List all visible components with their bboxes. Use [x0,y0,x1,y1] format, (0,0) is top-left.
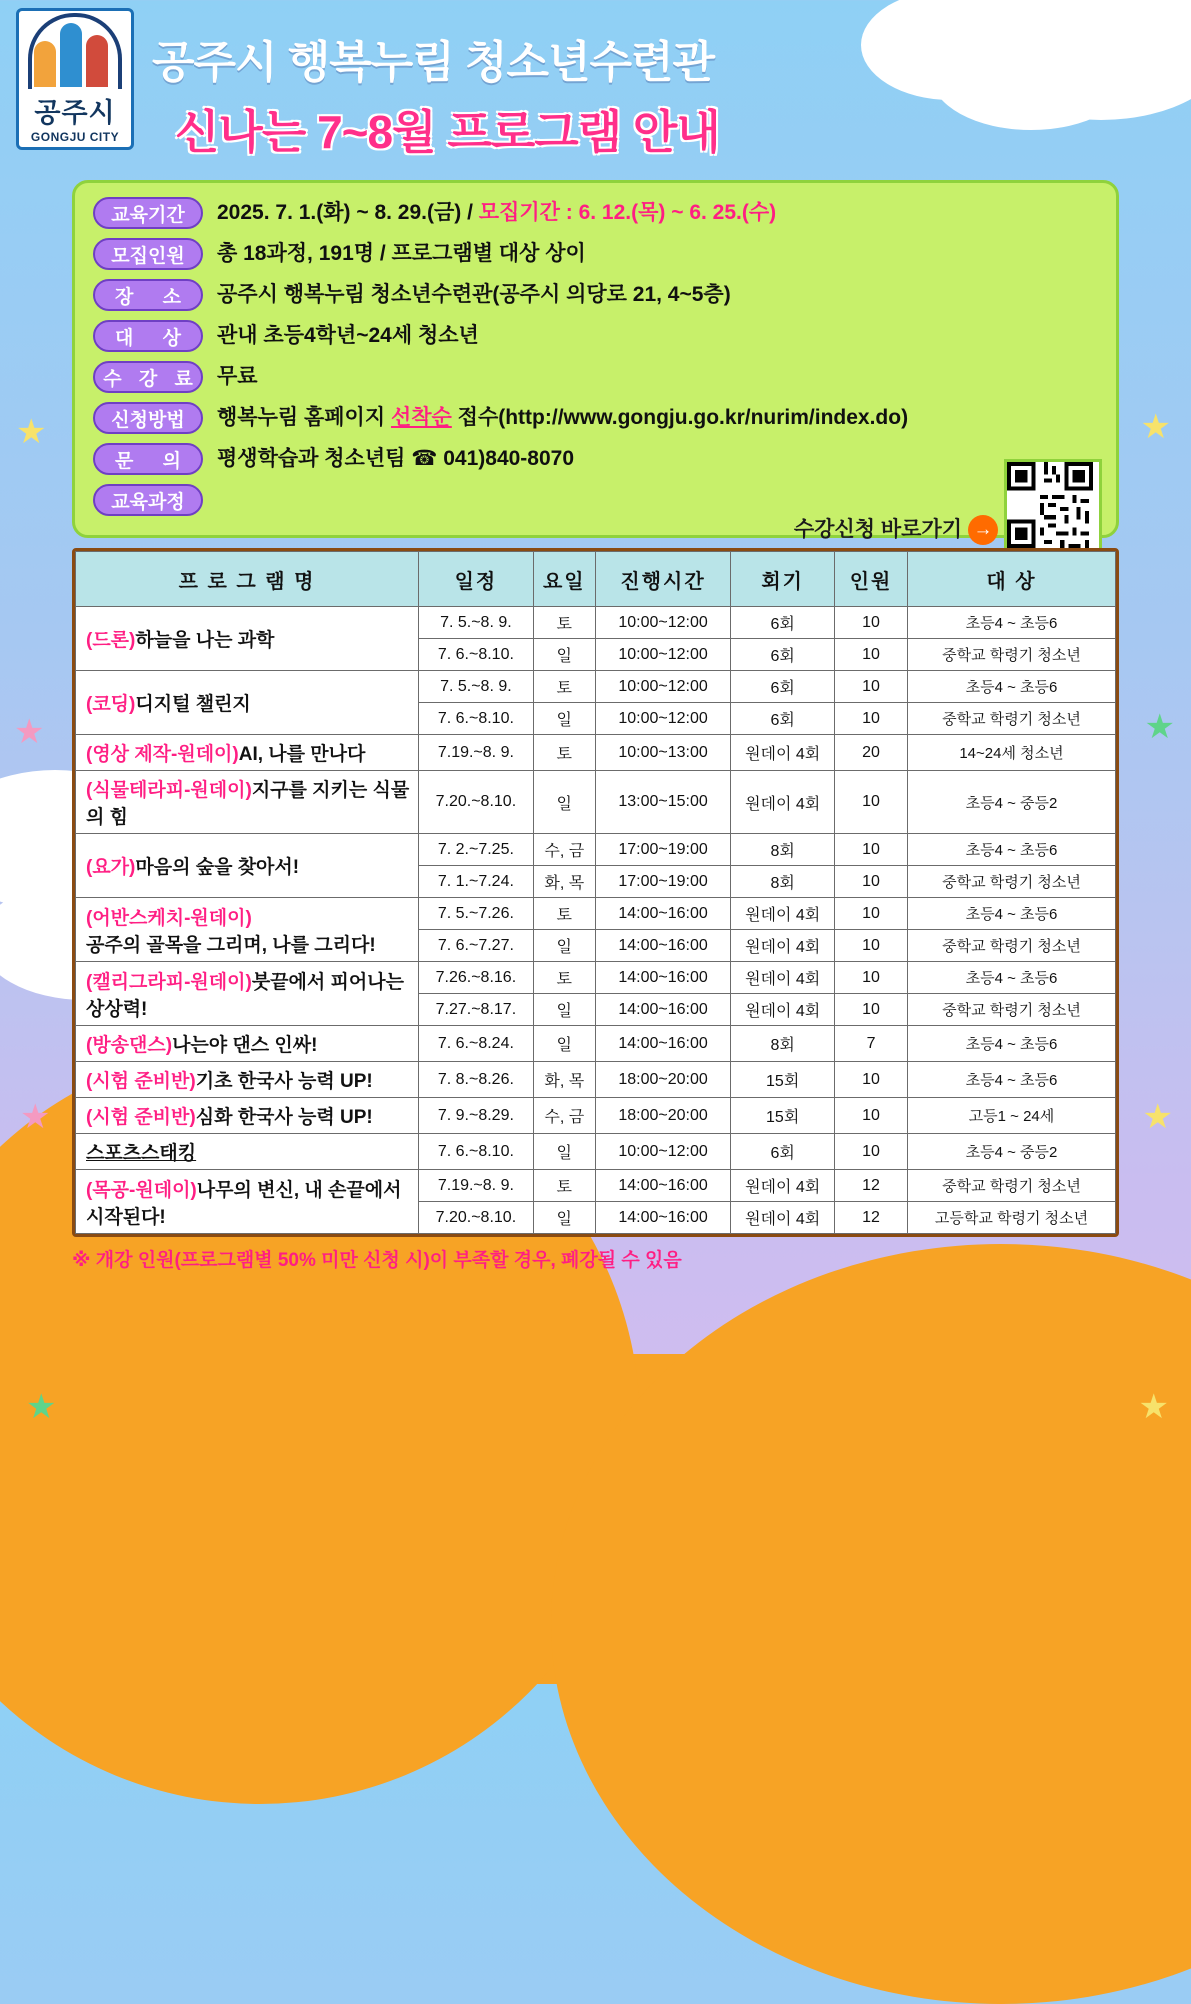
program-title: 스포츠스태킹 [86,1143,197,1164]
cell-target: 초등4 ~ 초등6 [907,671,1115,703]
cell-people: 10 [835,962,908,994]
table-row [76,1026,1116,1062]
cell-schedule: 7. 9.~8.29. [419,1098,533,1134]
page-title: 공주시 행복누림 청소년수련관 [152,38,714,87]
info-row-place [93,279,1098,311]
cell-program-name [76,671,419,735]
program-title: 하늘을 나는 과학 [135,630,275,651]
cell-time: 10:00~12:00 [595,607,730,639]
program-title: 지구를 지키는 식물의 힘 [86,780,410,828]
cell-sessions: 8회 [731,834,835,866]
apply-shortcut-label: 수강신청 바로가기 [793,518,962,541]
cell-target: 초등4 ~ 중등2 [907,1134,1115,1170]
cell-target: 초등4 ~ 초등6 [907,607,1115,639]
cell-sessions: 원데이 4회 [731,898,835,930]
table-header-row [76,552,1116,607]
cell-day: 일 [533,994,595,1026]
cell-day: 일 [533,1134,595,1170]
info-tag-courses: 교육과정 [93,484,203,516]
cell-day: 토 [533,898,595,930]
cell-people: 10 [835,639,908,671]
cell-sessions: 8회 [731,866,835,898]
cell-day: 일 [533,1202,595,1234]
cell-time: 14:00~16:00 [595,1202,730,1234]
cell-target: 초등4 ~ 초등6 [907,834,1115,866]
info-value-apply-method [217,402,908,431]
program-table-body [76,607,1116,1234]
cell-day: 화, 목 [533,1062,595,1098]
cell-time: 10:00~12:00 [595,1134,730,1170]
star-icon: ★ [16,413,47,451]
cell-target: 초등4 ~ 초등6 [907,1062,1115,1098]
col-sessions: 회기 [731,552,835,607]
star-icon: ★ [1138,1388,1169,1426]
cell-sessions: 원데이 4회 [731,930,835,962]
apply-shortcut[interactable] [794,513,998,545]
cell-program-name [76,735,419,771]
col-people: 인원 [835,552,908,607]
cell-sessions: 6회 [731,1134,835,1170]
cell-people: 10 [835,1134,908,1170]
info-value-period [217,197,776,226]
info-value-contact: 평생학습과 청소년팀 ☎ 041)840-8070 [217,447,575,470]
info-tag-fee: 수 강 료 [93,361,203,393]
cell-schedule: 7.20.~8.10. [419,771,533,834]
apply-method-suffix: 접수(http://www.gongju.go.kr/nurim/index.do) [451,406,909,429]
cell-people: 10 [835,671,908,703]
cell-time: 14:00~16:00 [595,1170,730,1202]
info-row-period [93,197,1098,229]
info-panel [72,180,1119,541]
cell-sessions: 6회 [731,607,835,639]
cell-day: 일 [533,1026,595,1062]
table-row [76,1098,1116,1134]
table-row [76,1062,1116,1098]
cell-program-name [76,834,419,898]
table-footnote: ※ 개강 인원(프로그램별 50% 미만 신청 시)이 부족할 경우, 폐강될 수 있음 [72,1250,682,1271]
cell-target: 중학교 학령기 청소년 [907,1170,1115,1202]
cell-schedule: 7. 8.~8.26. [419,1062,533,1098]
program-title: 붓끝에서 피어나는 상상력! [86,971,404,1020]
cell-people: 10 [835,1098,908,1134]
arrow-right-icon: → [968,515,998,545]
cell-schedule: 7. 6.~8.10. [419,703,533,735]
logo-label-en: GONGJU CITY [30,130,120,144]
page-subtitle: 신나는 7~8월 프로그램 안내 [175,106,720,158]
table-row [76,1170,1116,1202]
cell-sessions: 원데이 4회 [731,1170,835,1202]
cell-time: 14:00~16:00 [595,1026,730,1062]
cell-schedule: 7. 6.~8.10. [419,639,533,671]
cell-schedule: 7. 6.~8.24. [419,1026,533,1062]
qr-code[interactable] [1004,459,1102,557]
cell-schedule: 7.19.~8. 9. [419,1170,533,1202]
program-category: (어반스케치-원데이) [86,907,252,929]
info-row-capacity [93,238,1098,270]
program-category: (시험 준비반) [86,1107,196,1128]
cell-day: 수, 금 [533,1098,595,1134]
table-row [76,1134,1116,1170]
cell-target: 중학교 학령기 청소년 [907,639,1115,671]
cell-schedule: 7. 6.~8.10. [419,1134,533,1170]
cell-people: 7 [835,1026,908,1062]
program-category: (목공-원데이) [86,1179,197,1201]
program-category: (캘리그라피-원데이) [86,971,252,993]
gongju-city-logo [16,8,134,150]
info-value-capacity: 총 18과정, 191명 / 프로그램별 대상 상이 [217,242,586,265]
program-category: (식물테라피-원데이) [86,780,252,801]
cell-schedule: 7. 5.~8. 9. [419,607,533,639]
col-program-name: 프 로 그 램 명 [76,552,419,607]
cell-sessions: 6회 [731,703,835,735]
program-title: 마음의 숲을 찾아서! [135,857,300,878]
cell-program-name [76,771,419,834]
cell-sessions: 6회 [731,671,835,703]
apply-method-prefix: 행복누림 홈페이지 [217,406,391,429]
cell-sessions: 8회 [731,1026,835,1062]
info-value-target: 관내 초등4학년~24세 청소년 [217,324,479,347]
poster-header [0,0,1191,162]
info-row-contact [93,443,1098,475]
cell-people: 10 [835,1062,908,1098]
info-value-fee: 무료 [217,365,258,388]
cell-time: 14:00~16:00 [595,962,730,994]
cell-target: 중학교 학령기 청소년 [907,930,1115,962]
cell-day: 일 [533,930,595,962]
info-period-recruit: 모집기간 : 6. 12.(목) ~ 6. 25.(수) [478,201,777,224]
cell-time: 18:00~20:00 [595,1098,730,1134]
program-title: 나무의 변신, 내 손끝에서 시작된다! [86,1179,402,1228]
star-icon: ★ [14,713,45,751]
cell-program-name [76,1098,419,1134]
program-category: (영상 제작-원데이) [86,744,239,765]
cell-time: 10:00~12:00 [595,639,730,671]
info-row-apply-method [93,402,1098,434]
cell-people: 20 [835,735,908,771]
cell-sessions: 원데이 4회 [731,1202,835,1234]
cell-schedule: 7.19.~8. 9. [419,735,533,771]
star-icon: ★ [20,1098,51,1136]
program-table [75,551,1116,1234]
cell-target: 초등4 ~ 중등2 [907,771,1115,834]
cell-target: 중학교 학령기 청소년 [907,866,1115,898]
program-category: (요가) [86,857,136,878]
cell-target: 고등1 ~ 24세 [907,1098,1115,1134]
info-value-place: 공주시 행복누림 청소년수련관(공주시 의당로 21, 4~5층) [217,283,731,306]
logo-label-kr: 공주시 [34,98,116,128]
cell-people: 10 [835,898,908,930]
cell-sessions: 원데이 4회 [731,994,835,1026]
star-icon: ★ [26,1388,57,1426]
program-title: 디지털 챌린지 [135,694,251,715]
info-tag-target: 대 상 [93,320,203,352]
col-target: 대 상 [907,552,1115,607]
program-category: (시험 준비반) [86,1071,196,1092]
info-tag-contact: 문 의 [93,443,203,475]
cell-time: 10:00~12:00 [595,703,730,735]
info-row-fee [93,361,1098,393]
program-table-container [72,548,1119,1237]
cell-schedule: 7. 1.~7.24. [419,866,533,898]
info-tag-period: 교육기간 [93,197,203,229]
arch-icon [32,17,118,87]
table-row [76,898,1116,930]
cell-day: 수, 금 [533,834,595,866]
cell-program-name [76,898,419,962]
table-row [76,671,1116,703]
cell-program-name [76,962,419,1026]
cell-schedule: 7.27.~8.17. [419,994,533,1026]
program-category: (코딩) [86,694,136,715]
cell-target: 고등학교 학령기 청소년 [907,1202,1115,1234]
cell-time: 17:00~19:00 [595,866,730,898]
cell-time: 14:00~16:00 [595,994,730,1026]
table-row [76,607,1116,639]
cell-sessions: 6회 [731,639,835,671]
cell-day: 일 [533,639,595,671]
star-icon: ★ [1142,1098,1173,1136]
table-row [76,735,1116,771]
program-title: 공주의 골목을 그리며, 나를 그리다! [86,934,376,956]
cell-sessions: 15회 [731,1062,835,1098]
cell-target: 중학교 학령기 청소년 [907,703,1115,735]
info-tag-place: 장 소 [93,279,203,311]
cell-time: 13:00~15:00 [595,771,730,834]
col-schedule: 일정 [419,552,533,607]
cell-program-name [76,1062,419,1098]
star-icon: ★ [1144,708,1175,746]
cell-day: 화, 목 [533,866,595,898]
cell-time: 18:00~20:00 [595,1062,730,1098]
cell-day: 일 [533,771,595,834]
cell-time: 17:00~19:00 [595,834,730,866]
cell-target: 초등4 ~ 초등6 [907,962,1115,994]
table-row [76,962,1116,994]
cell-program-name [76,607,419,671]
cell-schedule: 7. 6.~7.27. [419,930,533,962]
cell-program-name [76,1026,419,1062]
info-row-courses [93,484,1098,516]
cell-schedule: 7. 2.~7.25. [419,834,533,866]
table-row [76,771,1116,834]
info-tag-apply-method: 신청방법 [93,402,203,434]
cell-day: 토 [533,962,595,994]
cell-people: 10 [835,994,908,1026]
program-title: 나는야 댄스 인싸! [172,1035,318,1056]
table-row [76,834,1116,866]
cell-target: 중학교 학령기 청소년 [907,994,1115,1026]
cell-time: 14:00~16:00 [595,898,730,930]
cell-program-name [76,1170,419,1234]
program-title: 심화 한국사 능력 UP! [195,1107,373,1128]
cell-day: 토 [533,671,595,703]
cell-schedule: 7. 5.~8. 9. [419,671,533,703]
apply-method-firstcome: 선착순 [390,406,452,429]
cell-people: 10 [835,607,908,639]
star-icon: ★ [1140,408,1171,446]
cell-schedule: 7.26.~8.16. [419,962,533,994]
cell-day: 토 [533,1170,595,1202]
cell-time: 14:00~16:00 [595,930,730,962]
cell-people: 10 [835,771,908,834]
cell-day: 일 [533,703,595,735]
col-time: 진행시간 [595,552,730,607]
cell-day: 토 [533,607,595,639]
cell-program-name [76,1134,419,1170]
program-category: (방송댄스) [86,1035,173,1056]
info-period-plain: 2025. 7. 1.(화) ~ 8. 29.(금) / [217,201,479,224]
cell-people: 10 [835,703,908,735]
cell-sessions: 원데이 4회 [731,962,835,994]
cell-target: 초등4 ~ 초등6 [907,898,1115,930]
cell-people: 12 [835,1170,908,1202]
cell-time: 10:00~12:00 [595,671,730,703]
cell-sessions: 15회 [731,1098,835,1134]
cell-people: 10 [835,930,908,962]
cell-people: 10 [835,866,908,898]
col-day: 요일 [533,552,595,607]
info-row-target [93,320,1098,352]
cell-people: 12 [835,1202,908,1234]
cell-schedule: 7. 5.~7.26. [419,898,533,930]
cell-people: 10 [835,834,908,866]
cell-time: 10:00~13:00 [595,735,730,771]
info-tag-capacity: 모집인원 [93,238,203,270]
cell-day: 토 [533,735,595,771]
cell-sessions: 원데이 4회 [731,771,835,834]
program-title: 기초 한국사 능력 UP! [195,1071,373,1092]
cell-sessions: 원데이 4회 [731,735,835,771]
cell-target: 14~24세 청소년 [907,735,1115,771]
program-title: AI, 나를 만나다 [238,744,366,765]
program-category: (드론) [86,630,136,651]
cell-target: 초등4 ~ 초등6 [907,1026,1115,1062]
cell-schedule: 7.20.~8.10. [419,1202,533,1234]
